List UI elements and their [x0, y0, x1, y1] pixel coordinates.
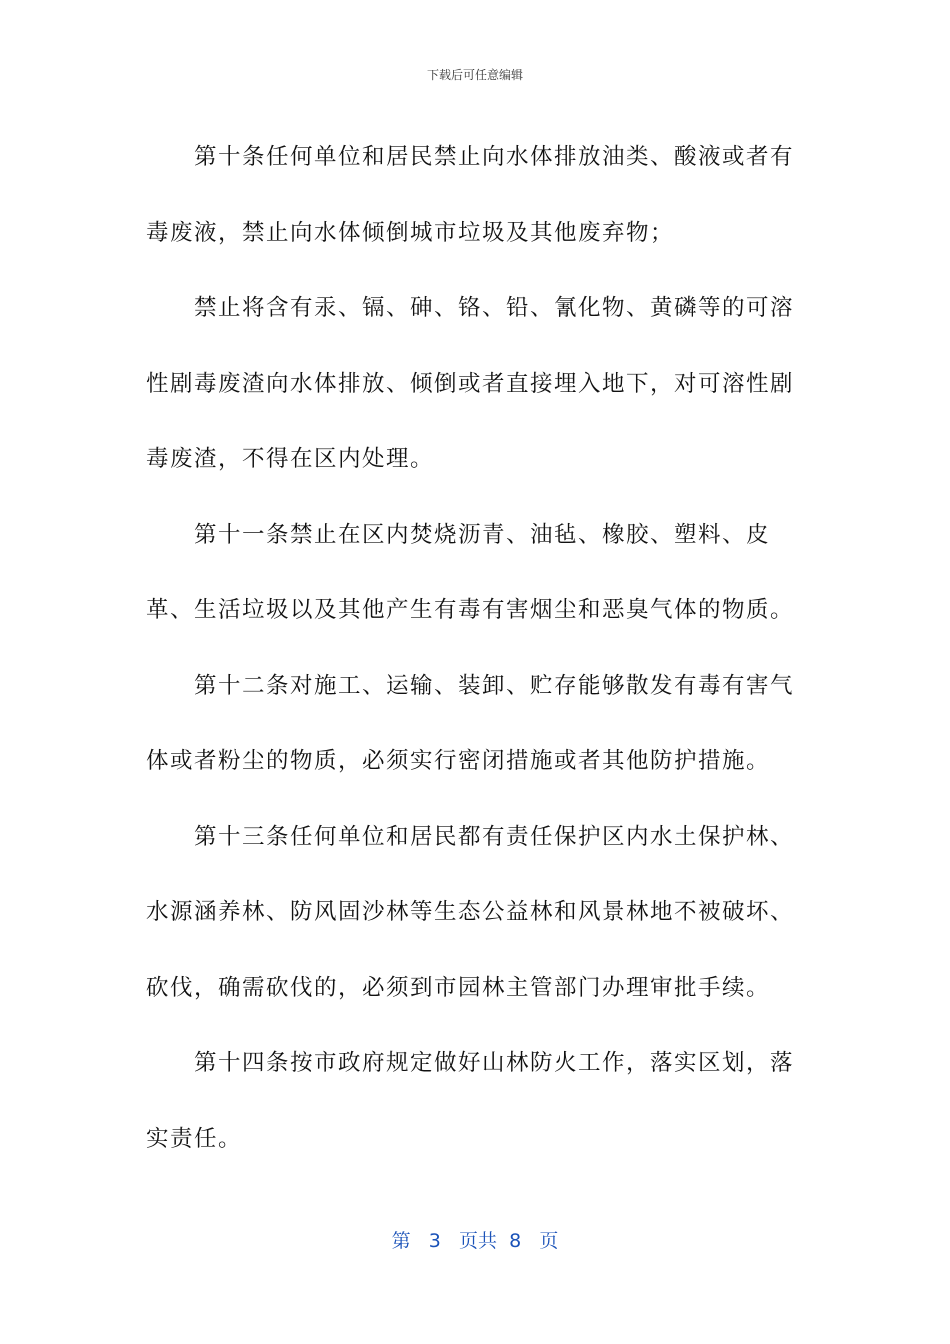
paragraph-article-14: 第十四条按市政府规定做好山林防火工作，落实区划，落实责任。	[146, 1050, 795, 1152]
paragraph-article-13: 第十三条任何单位和居民都有责任保护区内水土保护林、水源涵养林、防风固沙林等生态公益林和风景林地不被破坏、砍伐，确需砍伐的，必须到市园林主管部门办理审批手续。	[146, 823, 795, 1001]
page-number-footer	[0, 1226, 950, 1253]
total-page-number: 8	[509, 1230, 522, 1252]
current-page-number: 3	[428, 1230, 441, 1252]
paragraph-article-10: 第十条任何单位和居民禁止向水体排放油类、酸液或者有毒废液，禁止向水体倾倒城市垃圾及其他废弃物；	[146, 144, 795, 246]
header-note: 下载后可任意编辑	[426, 68, 523, 82]
document-body	[146, 120, 810, 1177]
footer-suffix: 页	[539, 1230, 559, 1252]
paragraph-toxic-residue: 禁止将含有汞、镉、砷、铬、铅、氰化物、黄磷等的可溶性剧毒废渣向水体排放、倾倒或者直接埋入地下，对可溶性剧毒废渣，不得在区内处理。	[146, 295, 795, 472]
footer-middle: 页共	[459, 1230, 498, 1252]
paragraph-article-11: 第十一条禁止在区内焚烧沥青、油毡、橡胶、塑料、皮革、生活垃圾以及其他产生有毒有害烟尘和恶臭气体的物质。	[146, 521, 795, 623]
paragraph-article-12: 第十二条对施工、运输、装卸、贮存能够散发有毒有害气体或者粉尘的物质，必须实行密闭措施或者其他防护措施。	[146, 672, 795, 774]
footer-prefix: 第	[391, 1230, 411, 1252]
